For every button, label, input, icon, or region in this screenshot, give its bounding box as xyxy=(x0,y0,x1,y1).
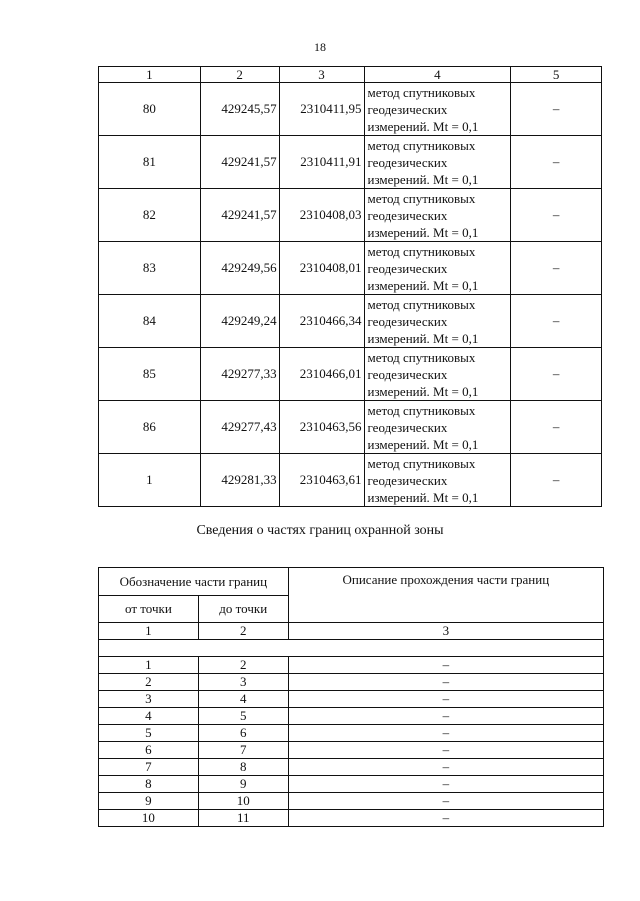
method-line: геодезических xyxy=(367,366,448,382)
method-cell xyxy=(364,401,511,454)
table-row xyxy=(99,725,604,742)
method-line: измерений. Mt = 0,1 xyxy=(367,118,479,134)
point-number-cell: 1 xyxy=(99,454,201,507)
from-point-cell: 4 xyxy=(99,708,199,725)
note-cell: – xyxy=(511,189,602,242)
y-coordinate-cell: 2310411,91 xyxy=(279,136,364,189)
method-line: измерений. Mt = 0,1 xyxy=(367,224,479,240)
method-line: метод спутниковых xyxy=(367,296,476,312)
table-row xyxy=(99,691,604,708)
x-coordinate-cell: 429249,56 xyxy=(200,242,279,295)
to-point-cell: 11 xyxy=(198,810,288,827)
from-point-cell: 6 xyxy=(99,742,199,759)
method-line: геодезических xyxy=(367,472,448,488)
table-row xyxy=(99,810,604,827)
to-point-cell: 9 xyxy=(198,776,288,793)
x-coordinate-cell: 429249,24 xyxy=(200,295,279,348)
coordinates-table xyxy=(98,66,602,507)
section-title: Сведения о частях границ охранной зоны xyxy=(196,523,444,538)
parts-index-row xyxy=(99,623,604,640)
y-coordinate-cell: 2310463,56 xyxy=(279,401,364,454)
method-cell xyxy=(364,295,511,348)
point-number-cell: 80 xyxy=(99,83,201,136)
method-line: измерений. Mt = 0,1 xyxy=(367,171,479,187)
point-number-cell: 83 xyxy=(99,242,201,295)
to-point-cell: 7 xyxy=(198,742,288,759)
method-line: метод спутниковых xyxy=(367,243,476,259)
from-point-cell: 10 xyxy=(99,810,199,827)
method-line: метод спутниковых xyxy=(367,84,476,100)
y-coordinate-cell: 2310408,03 xyxy=(279,189,364,242)
coordinates-header-row xyxy=(99,67,602,83)
page-number: 18 xyxy=(314,40,326,54)
table-row xyxy=(99,136,602,189)
table-row xyxy=(99,793,604,810)
table-row xyxy=(99,401,602,454)
method-cell xyxy=(364,189,511,242)
parts-index-3: 3 xyxy=(288,623,603,640)
parts-blank-row xyxy=(99,640,604,657)
description-cell: – xyxy=(288,657,603,674)
from-point-cell: 1 xyxy=(99,657,199,674)
coordinates-header-2: 2 xyxy=(200,67,279,83)
description-cell: – xyxy=(288,691,603,708)
x-coordinate-cell: 429241,57 xyxy=(200,136,279,189)
to-point-cell: 2 xyxy=(198,657,288,674)
table-row xyxy=(99,83,602,136)
boundary-part-description-header: Описание прохождения части границ xyxy=(288,568,603,623)
method-line: измерений. Mt = 0,1 xyxy=(367,383,479,399)
coordinates-header-3: 3 xyxy=(279,67,364,83)
x-coordinate-cell: 429245,57 xyxy=(200,83,279,136)
method-line: измерений. Mt = 0,1 xyxy=(367,436,479,452)
y-coordinate-cell: 2310466,01 xyxy=(279,348,364,401)
note-cell: – xyxy=(511,83,602,136)
method-line: измерений. Mt = 0,1 xyxy=(367,330,479,346)
x-coordinate-cell: 429277,33 xyxy=(200,348,279,401)
to-point-cell: 10 xyxy=(198,793,288,810)
table-row xyxy=(99,454,602,507)
table-row xyxy=(99,348,602,401)
parts-index-1: 1 xyxy=(99,623,199,640)
y-coordinate-cell: 2310408,01 xyxy=(279,242,364,295)
point-number-cell: 82 xyxy=(99,189,201,242)
description-cell: – xyxy=(288,776,603,793)
table-row xyxy=(99,759,604,776)
point-number-cell: 85 xyxy=(99,348,201,401)
coordinates-header-4: 4 xyxy=(364,67,511,83)
point-number-cell: 84 xyxy=(99,295,201,348)
parts-header-row xyxy=(99,568,604,596)
note-cell: – xyxy=(511,136,602,189)
x-coordinate-cell: 429281,33 xyxy=(200,454,279,507)
from-point-header: от точки xyxy=(99,596,199,623)
method-line: метод спутниковых xyxy=(367,137,476,153)
from-point-cell: 9 xyxy=(99,793,199,810)
method-cell xyxy=(364,348,511,401)
note-cell: – xyxy=(511,401,602,454)
method-line: метод спутниковых xyxy=(367,349,476,365)
y-coordinate-cell: 2310466,34 xyxy=(279,295,364,348)
to-point-cell: 4 xyxy=(198,691,288,708)
to-point-cell: 5 xyxy=(198,708,288,725)
description-cell: – xyxy=(288,810,603,827)
description-cell: – xyxy=(288,725,603,742)
description-cell: – xyxy=(288,793,603,810)
method-line: метод спутниковых xyxy=(367,455,476,471)
from-point-cell: 5 xyxy=(99,725,199,742)
table-row xyxy=(99,295,602,348)
table-row xyxy=(99,776,604,793)
method-line: геодезических xyxy=(367,207,448,223)
parts-index-2: 2 xyxy=(198,623,288,640)
boundary-parts-table xyxy=(98,567,604,827)
note-cell: – xyxy=(511,295,602,348)
from-point-cell: 3 xyxy=(99,691,199,708)
table-row xyxy=(99,242,602,295)
to-point-header: до точки xyxy=(198,596,288,623)
boundary-part-designation-header: Обозначение части границ xyxy=(99,568,289,596)
note-cell: – xyxy=(511,348,602,401)
y-coordinate-cell: 2310463,61 xyxy=(279,454,364,507)
method-cell xyxy=(364,454,511,507)
table-row xyxy=(99,189,602,242)
method-cell xyxy=(364,83,511,136)
method-line: измерений. Mt = 0,1 xyxy=(367,489,479,505)
method-line: геодезических xyxy=(367,313,448,329)
description-cell: – xyxy=(288,674,603,691)
method-cell xyxy=(364,136,511,189)
point-number-cell: 86 xyxy=(99,401,201,454)
coordinates-header-5: 5 xyxy=(511,67,602,83)
from-point-cell: 8 xyxy=(99,776,199,793)
to-point-cell: 8 xyxy=(198,759,288,776)
y-coordinate-cell: 2310411,95 xyxy=(279,83,364,136)
parts-blank-cell xyxy=(99,640,604,657)
method-line: геодезических xyxy=(367,260,448,276)
method-line: метод спутниковых xyxy=(367,190,476,206)
table-row xyxy=(99,708,604,725)
method-line: измерений. Mt = 0,1 xyxy=(367,277,479,293)
to-point-cell: 6 xyxy=(198,725,288,742)
point-number-cell: 81 xyxy=(99,136,201,189)
from-point-cell: 7 xyxy=(99,759,199,776)
table-row xyxy=(99,674,604,691)
coordinates-header-1: 1 xyxy=(99,67,201,83)
method-cell xyxy=(364,242,511,295)
description-cell: – xyxy=(288,742,603,759)
method-line: геодезических xyxy=(367,419,448,435)
from-point-cell: 2 xyxy=(99,674,199,691)
to-point-cell: 3 xyxy=(198,674,288,691)
method-line: метод спутниковых xyxy=(367,402,476,418)
table-row xyxy=(99,657,604,674)
method-line: геодезических xyxy=(367,154,448,170)
description-cell: – xyxy=(288,708,603,725)
description-cell: – xyxy=(288,759,603,776)
x-coordinate-cell: 429277,43 xyxy=(200,401,279,454)
table-row xyxy=(99,742,604,759)
method-line: геодезических xyxy=(367,101,448,117)
note-cell: – xyxy=(511,242,602,295)
x-coordinate-cell: 429241,57 xyxy=(200,189,279,242)
note-cell: – xyxy=(511,454,602,507)
